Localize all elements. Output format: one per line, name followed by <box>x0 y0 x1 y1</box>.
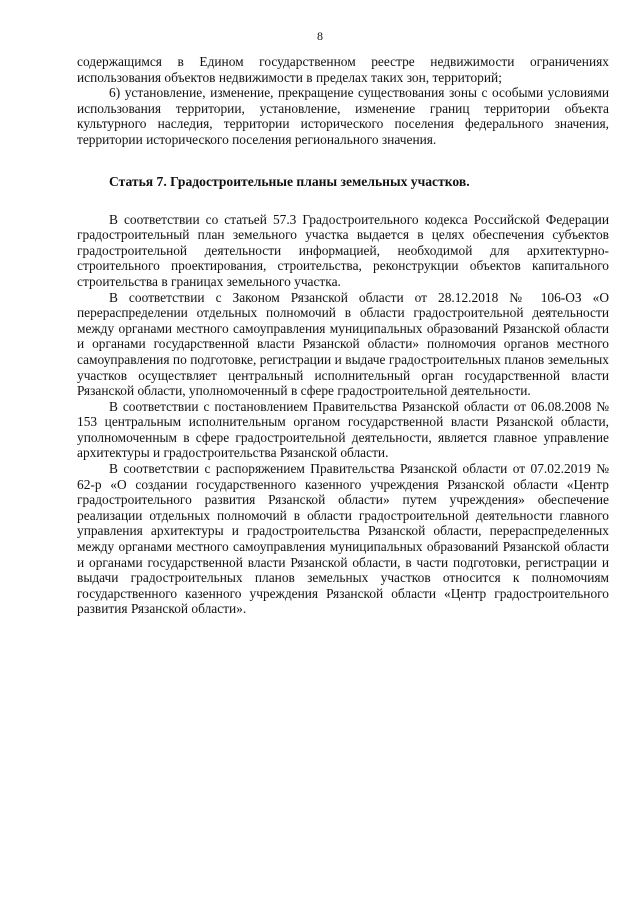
article-paragraph-1: В соответствии со статьей 57.3 Градостроительного кодекса Российской Федерации градостроительный план земельного участка выдается в целях обеспечения субъектов градостроительной деятельности информацией, необходимой для архитектурно-строительного проектирования, строительства, реконструкции объектов капитального строительства в границах земельного участка. <box>77 211 609 289</box>
continuation-paragraph: содержащимся в Едином государственном реестре недвижимости ограничениях использования объектов недвижимости в пределах таких зон, территорий; <box>77 54 609 85</box>
article-paragraph-3: В соответствии с постановлением Правительства Рязанской области от 06.08.2008 № 153 центральным исполнительным органом государственной власти Рязанской области, уполномоченным в сфере градостроительной деятельности, является главное управление архитектуры и градостроительства Рязанской области. <box>77 398 609 461</box>
page-number: 8 <box>317 29 323 43</box>
article-heading: Статья 7. Градостроительные планы земельных участков. <box>109 173 470 189</box>
list-item-6: 6) установление, изменение, прекращение существования зоны с особыми условиями использования территории, установление, изменение границ территории объекта культурного наследия, территории исторического поселения федерального значения, территории исторического поселения регионального значения. <box>77 85 609 147</box>
article-paragraph-2: В соответствии с Законом Рязанской области от 28.12.2018 № 106-ОЗ «О перераспределении отдельных полномочий в области градостроительной деятельности между органами местного самоуправления муниципальных образований Рязанской области и органами государственной власти Рязанской области» полномочия органов местного самоуправления по подготовке, регистрации и выдаче градостроительных планов земельных участков осуществляет центральный исполнительный орган государственной власти Рязанской области, уполномоченный в сфере градостроительной деятельности. <box>77 289 609 399</box>
article-paragraph-4: В соответствии с распоряжением Правительства Рязанской области от 07.02.2019 № 62-р «О создании государственного казенного учреждения Рязанской области «Центр градостроительного развития Рязанской области» путем учреждения» обеспечение реализации отдельных полномочий в области градостроительной деятельности главного управления архитектуры и градостроительства Рязанской области, перераспределенных между органами местного самоуправления муниципальных образований Рязанской области и органами государственной власти Рязанской области, в части подготовки, регистрации и выдачи градостроительных планов земельных участков относится к полномочиям государственного казенного учреждения Рязанской области «Центр градостроительного развития Рязанской области». <box>77 461 609 617</box>
document-body <box>77 54 609 617</box>
